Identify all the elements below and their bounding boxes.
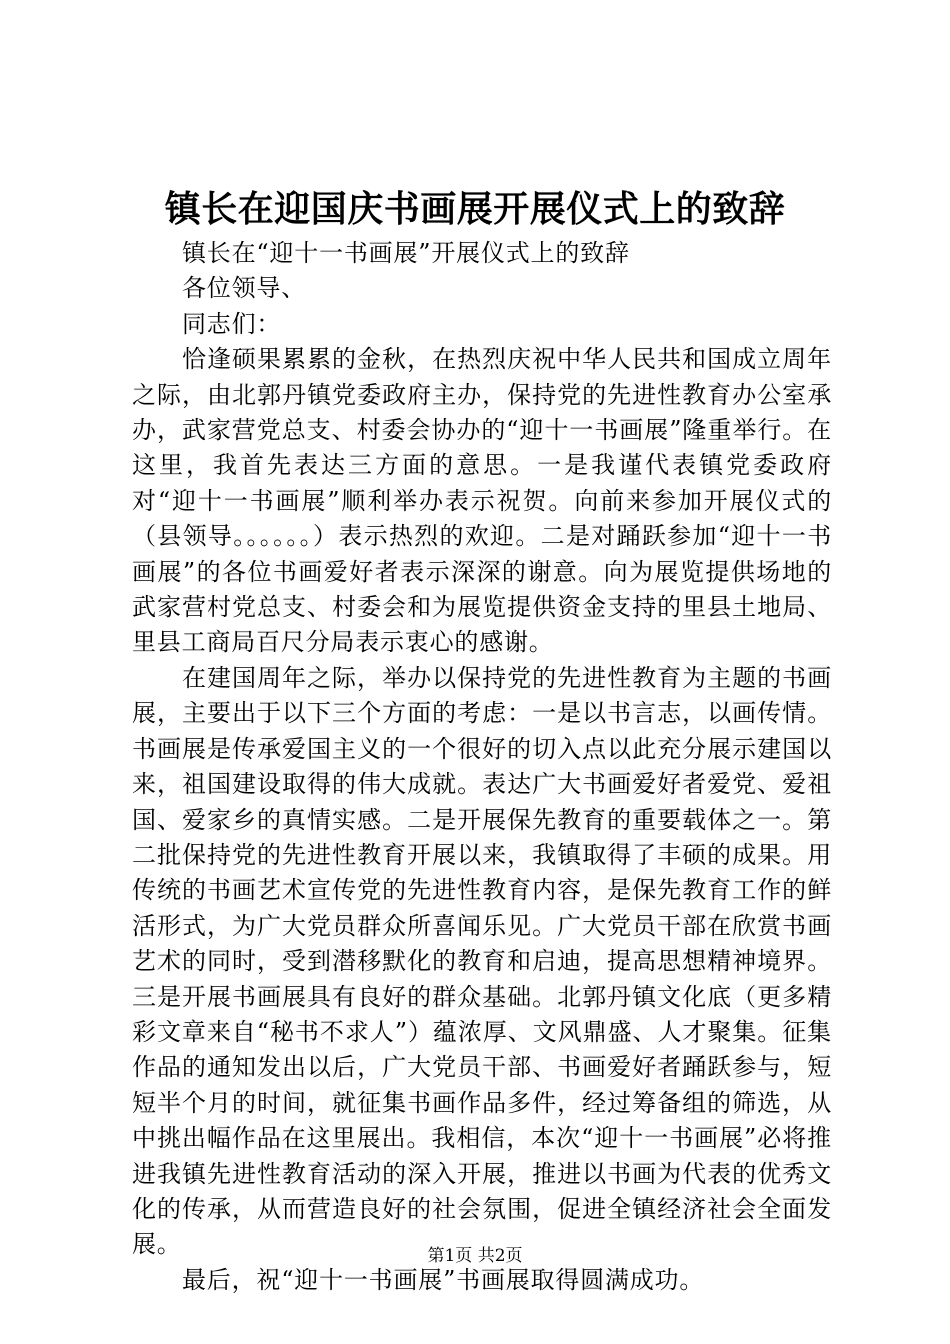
salutation-line-1: 各位领导、	[182, 274, 306, 303]
page-footer: 第1页 共2页	[427, 1246, 523, 1266]
paragraph-1: 恰逢硕果累累的金秋，在热烈庆祝中华人民共和国成立周年之际，由北郭丹镇党委政府主办，保持党的先进性教育办公室承办，武家营党总支、村委会协办的“迎十一书画展”隆重举行。在这里，我首先表达三方面的意思。一是我谨代表镇党委政府对“迎十一书画展”顺利举办表示祝贺。向前来参加开展仪式的（县领导。。。。。。）表示热烈的欢迎。二是对踊跃参加“迎十一书画展”的各位书画爱好者表示深深的谢意。向为展览提供场地的武家营村党总支、村委会和为展览提供资金支持的里县土地局、里县工商局百尺分局表示衷心的感谢。	[132, 345, 832, 657]
document-body	[132, 236, 832, 1298]
page-title: 镇长在迎国庆书画展开展仪式上的致辞	[164, 188, 786, 230]
subtitle-line: 镇长在“迎十一书画展”开展仪式上的致辞	[182, 239, 630, 267]
salutation-line-2: 同志们：	[182, 309, 282, 338]
paragraph-3: 最后，祝“迎十一书画展”书画展取得圆满成功。	[182, 1265, 705, 1294]
paragraph-2: 在建国周年之际，举办以保持党的先进性教育为主题的书画展，主要出于以下三个方面的考虑：一是以书言志，以画传情。书画展是传承爱国主义的一个很好的切入点以此充分展示建国以来，祖国建设取得的伟大成就。表达广大书画爱好者爱党、爱祖国、爱家乡的真情实感。二是开展保先教育的重要载体之一。第二批保持党的先进性教育开展以来，我镇取得了丰硕的成果。用传统的书画艺术宣传党的先进性教育内容，是保先教育工作的鲜活形式，为广大党员群众所喜闻乐见。广大党员干部在欣赏书画艺术的同时，受到潜移默化的教育和启迪，提高思想精神境界。三是开展书画展具有良好的群众基础。北郭丹镇文化底（更多精彩文章来自“秘书不求人”）蕴浓厚、文风鼎盛、人才聚集。征集作品的通知发出以后，广大党员干部、书画爱好者踊跃参与，短短半个月的时间，就征集书画作品多件，经过筹备组的筛选，从中挑出幅作品在这里展出。我相信，本次“迎十一书画展”必将推进我镇先进性教育活动的深入开展，推进以书画为代表的优秀文化的传承，从而营造良好的社会氛围，促进全镇经济社会全面发展。	[132, 663, 832, 1259]
